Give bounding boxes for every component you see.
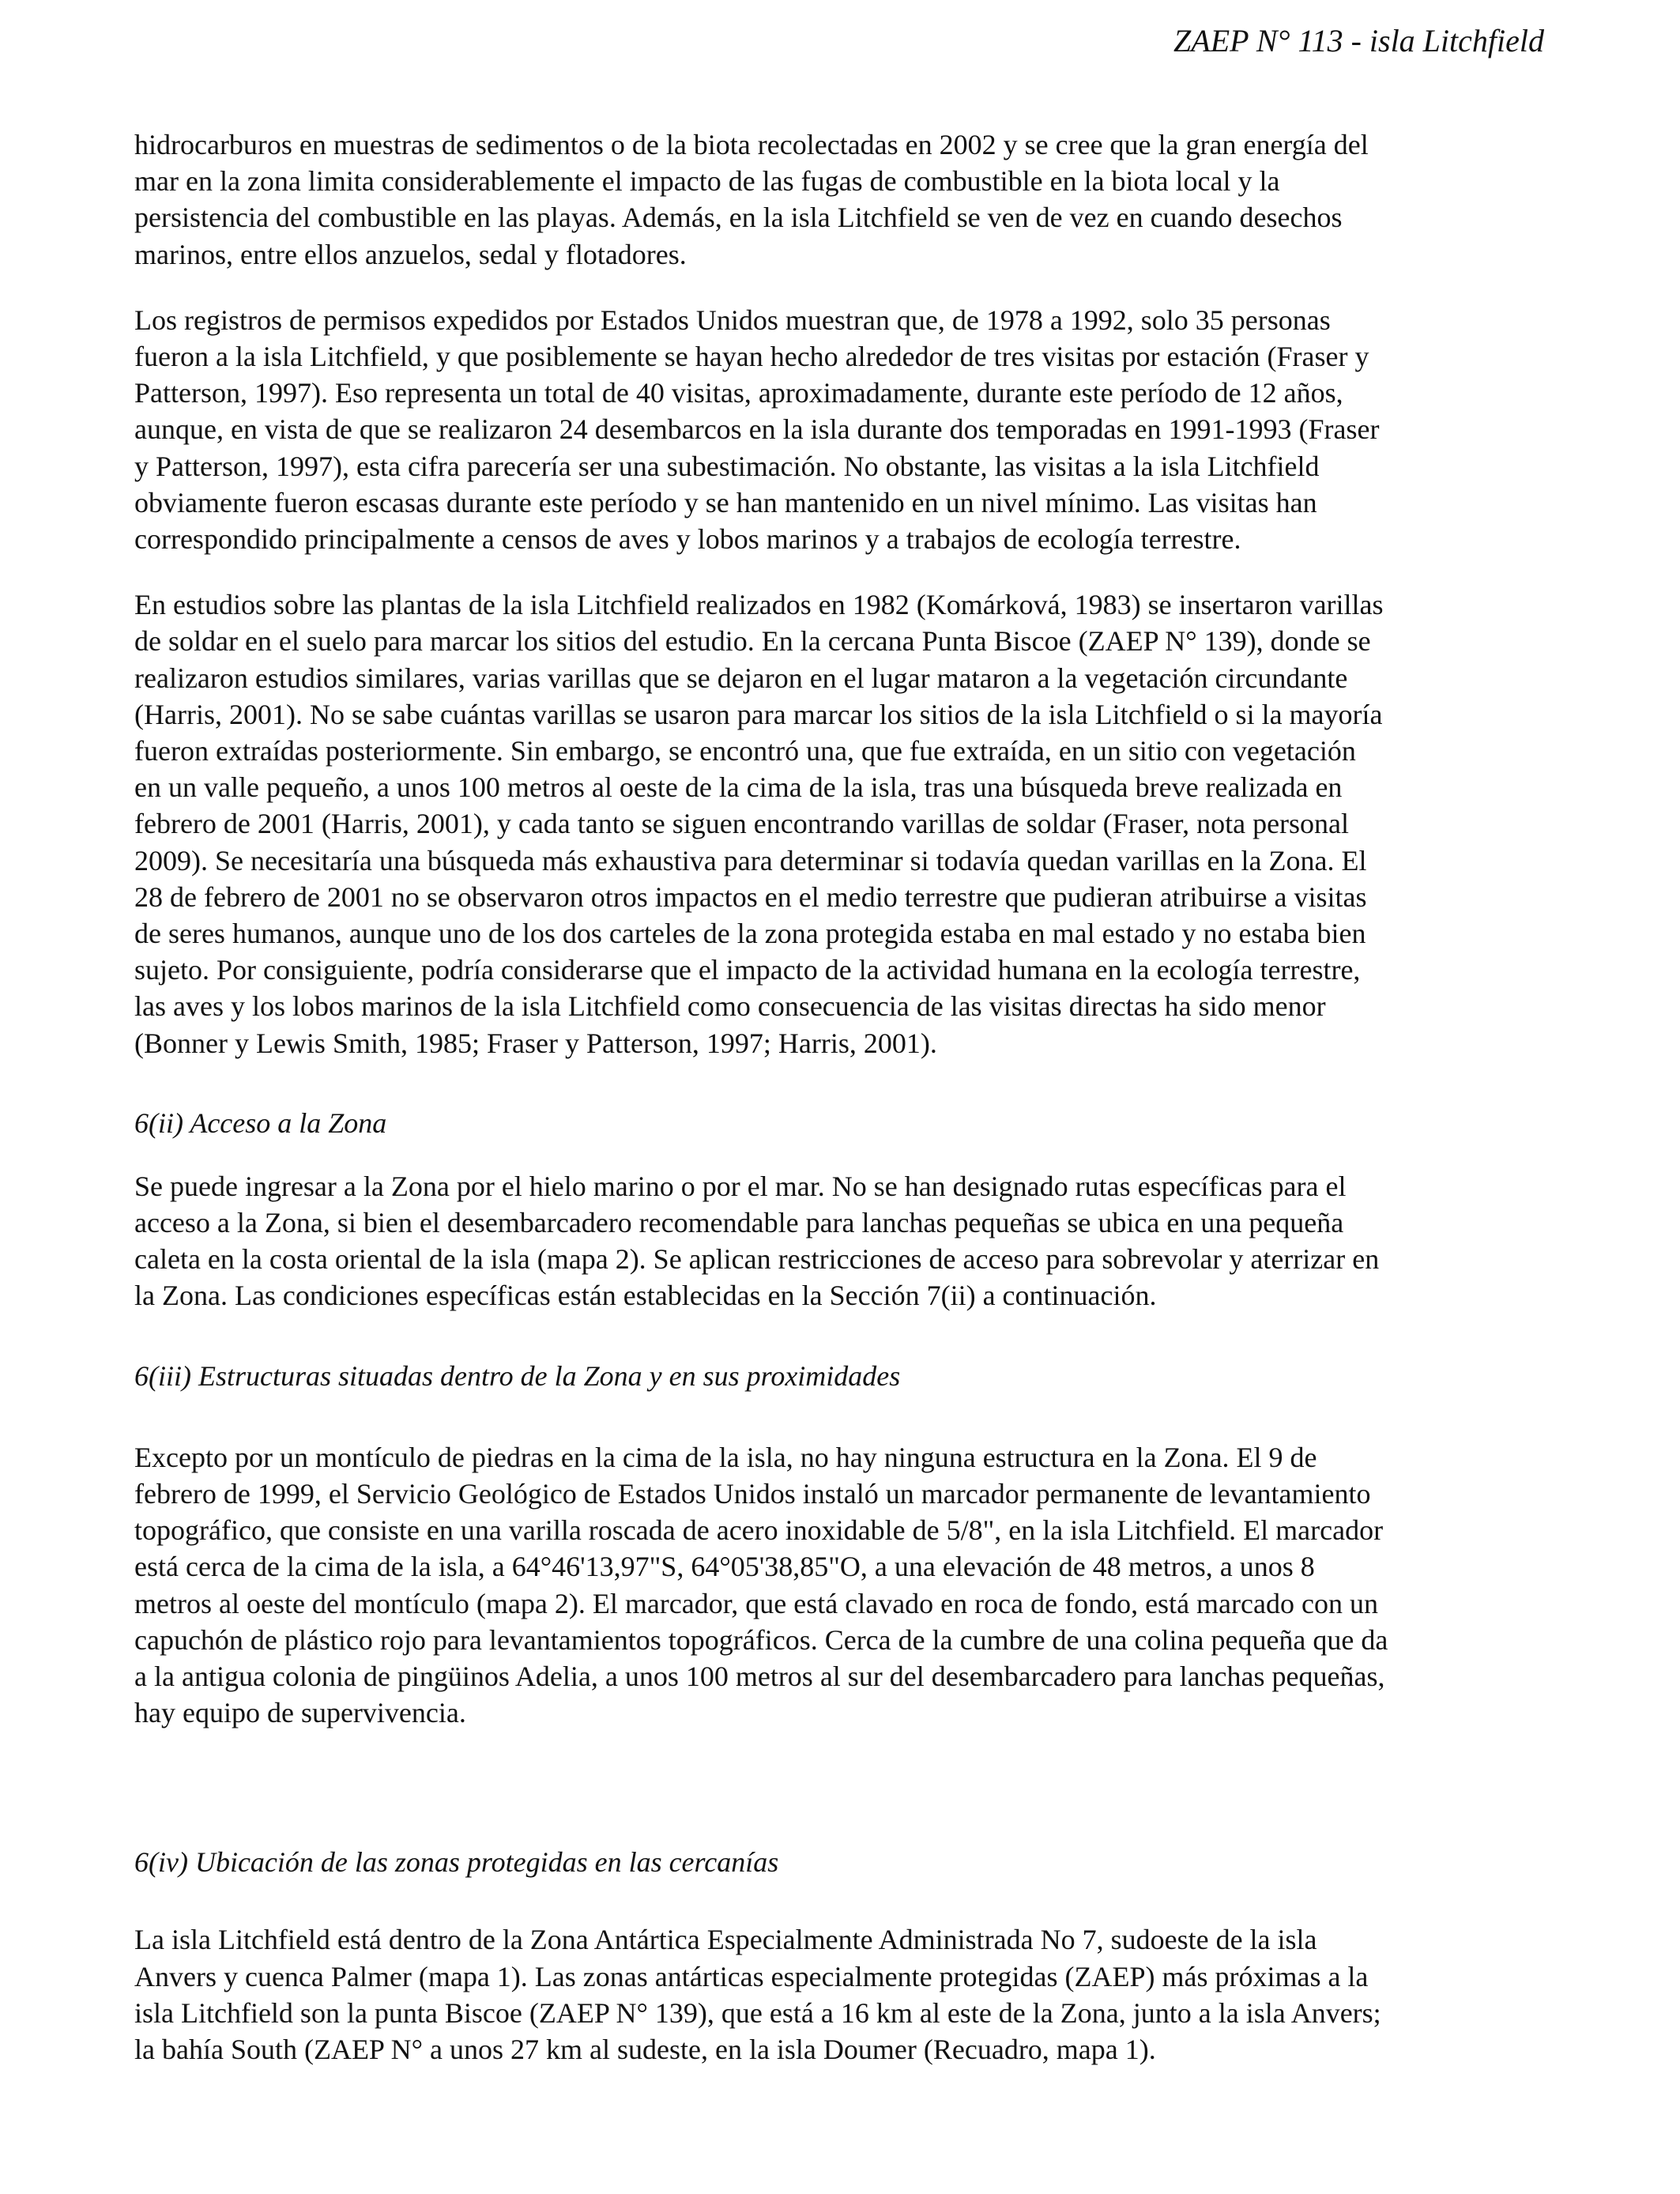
text-line: en un valle pequeño, a unos 100 metros al oeste de la cima de la isla, tras una búsqueda breve realizada en xyxy=(134,771,1343,804)
text-line: isla Litchfield son la punta Biscoe (ZAEP N° 139), que está a 16 km al este de la Zona, junto a la isla Anvers; xyxy=(134,1996,1381,2029)
text-line: las aves y los lobos marinos de la isla Litchfield como consecuencia de las visitas directas ha sido menor xyxy=(134,990,1326,1023)
section-heading-access: 6(ii) Acceso a la Zona xyxy=(134,1106,387,1139)
section-heading-structures: 6(iii) Estructuras situadas dentro de la Zona y en sus proximidades xyxy=(134,1359,901,1392)
text-line: hidrocarburos en muestras de sedimentos o de la biota recolectadas en 2002 y se cree que la gran energía del xyxy=(134,129,1369,160)
text-line: En estudios sobre las plantas de la isla Litchfield realizados en 1982 (Komárková, 1983) se insertaron varillas xyxy=(134,589,1384,621)
text-line: obviamente fueron escasas durante este período y se han mantenido en un nivel mínimo. Las visitas han xyxy=(134,486,1317,518)
text-line: de seres humanos, aunque uno de los dos carteles de la zona protegida estaba en mal estado y no estaba bien xyxy=(134,918,1366,950)
text-line: fueron a la isla Litchfield, y que posiblemente se hayan hecho alrededor de tres visitas por estación (Fraser y xyxy=(134,341,1369,373)
section-heading-nearby-areas: 6(iv) Ubicación de las zonas protegidas en las cercanías xyxy=(134,1846,779,1879)
text-line: febrero de 1999, el Servicio Geológico de Estados Unidos instaló un marcador permanente de levantamiento xyxy=(134,1477,1371,1510)
text-line: aunque, en vista de que se realizaron 24 desembarcos en la isla durante dos temporadas en 1991-1993 (Fraser xyxy=(134,413,1380,446)
text-line: de soldar en el suelo para marcar los sitios del estudio. En la cercana Punta Biscoe (ZAEP N° 139), donde se xyxy=(134,625,1371,658)
paragraph-plant-studies xyxy=(134,586,1549,1061)
text-line: la bahía South (ZAEP N° a unos 27 km al sudeste, en la isla Doumer (Recuadro, mapa 1). xyxy=(134,2033,1156,2065)
text-line: marinos, entre ellos anzuelos, sedal y flotadores. xyxy=(134,238,687,270)
text-line: Se puede ingresar a la Zona por el hielo marino o por el mar. No se han designado rutas específicas para el xyxy=(134,1170,1347,1202)
text-line: acceso a la Zona, si bien el desembarcadero recomendable para lanchas pequeñas se ubica en una pequeña xyxy=(134,1207,1344,1239)
text-line: caleta en la costa oriental de la isla (mapa 2). Se aplican restricciones de acceso para sobrevolar y aterrizar en xyxy=(134,1243,1380,1276)
text-line: a la antigua colonia de pingüinos Adelia, a unos 100 metros al sur del desembarcadero para lanchas pequeñas, xyxy=(134,1660,1385,1692)
text-line: la Zona. Las condiciones específicas están establecidas en la Sección 7(ii) a continuación. xyxy=(134,1280,1157,1312)
text-line: febrero de 2001 (Harris, 2001), y cada tanto se siguen encontrando varillas de soldar (Fraser, nota personal xyxy=(134,808,1350,840)
text-line: (Bonner y Lewis Smith, 1985; Fraser y Patterson, 1997; Harris, 2001). xyxy=(134,1027,937,1059)
paragraph-access xyxy=(134,1168,1549,1314)
text-line: fueron extraídas posteriormente. Sin embargo, se encontró una, que fue extraída, en un sitio con vegetación xyxy=(134,735,1356,767)
text-line: hay equipo de supervivencia. xyxy=(134,1697,466,1729)
text-line: (Harris, 2001). No se sabe cuántas varillas se usaron para marcar los sitios de la isla Litchfield o si la mayoría xyxy=(134,698,1383,730)
text-line: Los registros de permisos expedidos por Estados Unidos muestran que, de 1978 a 1992, solo 35 personas xyxy=(134,303,1331,336)
text-line: realizaron estudios similares, varias varillas que se dejaron en el lugar mataron a la vegetación circundante xyxy=(134,662,1348,694)
text-line: 2009). Se necesitaría una búsqueda más exhaustiva para determinar si todavía quedan varillas en la Zona. El xyxy=(134,844,1367,876)
text-line: La isla Litchfield está dentro de la Zona Antártica Especialmente Administrada No 7, sudoeste de la isla xyxy=(134,1924,1317,1956)
text-line: mar en la zona limita considerablemente el impacto de las fugas de combustible en la biota local y la xyxy=(134,165,1280,198)
text-line: correspondido principalmente a censos de aves y lobos marinos y a trabajos de ecología terrestre. xyxy=(134,523,1241,556)
running-header: ZAEP N° 113 - isla Litchfield xyxy=(1173,23,1544,58)
paragraph-nearby-areas xyxy=(134,1921,1549,2068)
text-line: 28 de febrero de 2001 no se observaron otros impactos en el medio terrestre que pudieran atribuirse a visitas xyxy=(134,880,1367,913)
text-line: Patterson, 1997). Eso representa un total de 40 visitas, aproximadamente, durante este período de 12 años, xyxy=(134,377,1343,409)
text-line: Anvers y cuenca Palmer (mapa 1). Las zonas antárticas especialmente protegidas (ZAEP) más próximas a la xyxy=(134,1960,1369,1992)
text-line: topográfico, que consiste en una varilla roscada de acero inoxidable de 5/8", en la isla Litchfield. El marcador xyxy=(134,1514,1384,1547)
paragraph-hydrocarbons xyxy=(134,126,1549,273)
text-line: sujeto. Por consiguiente, podría considerarse que el impacto de la actividad humana en la ecología terrestre, xyxy=(134,954,1361,986)
text-line: metros al oeste del montículo (mapa 2). El marcador, que está clavado en roca de fondo, está marcado con un xyxy=(134,1587,1378,1619)
text-line: y Patterson, 1997), esta cifra parecería ser una subestimación. No obstante, las visitas a la isla Litchfield xyxy=(134,450,1320,482)
text-line: capuchón de plástico rojo para levantamientos topográficos. Cerca de la cumbre de una colina pequeña que da xyxy=(134,1623,1388,1656)
text-line: persistencia del combustible en las playas. Además, en la isla Litchfield se ven de vez en cuando desechos xyxy=(134,202,1343,234)
text-line: está cerca de la cima de la isla, a 64°46'13,97"S, 64°05'38,85"O, a una elevación de 48 metros, a unos 8 xyxy=(134,1551,1315,1583)
document-body xyxy=(134,126,1549,2068)
text-line: Excepto por un montículo de piedras en la cima de la isla, no hay ninguna estructura en la Zona. El 9 de xyxy=(134,1441,1317,1473)
paragraph-structures xyxy=(134,1439,1549,1732)
paragraph-permit-records xyxy=(134,302,1549,557)
